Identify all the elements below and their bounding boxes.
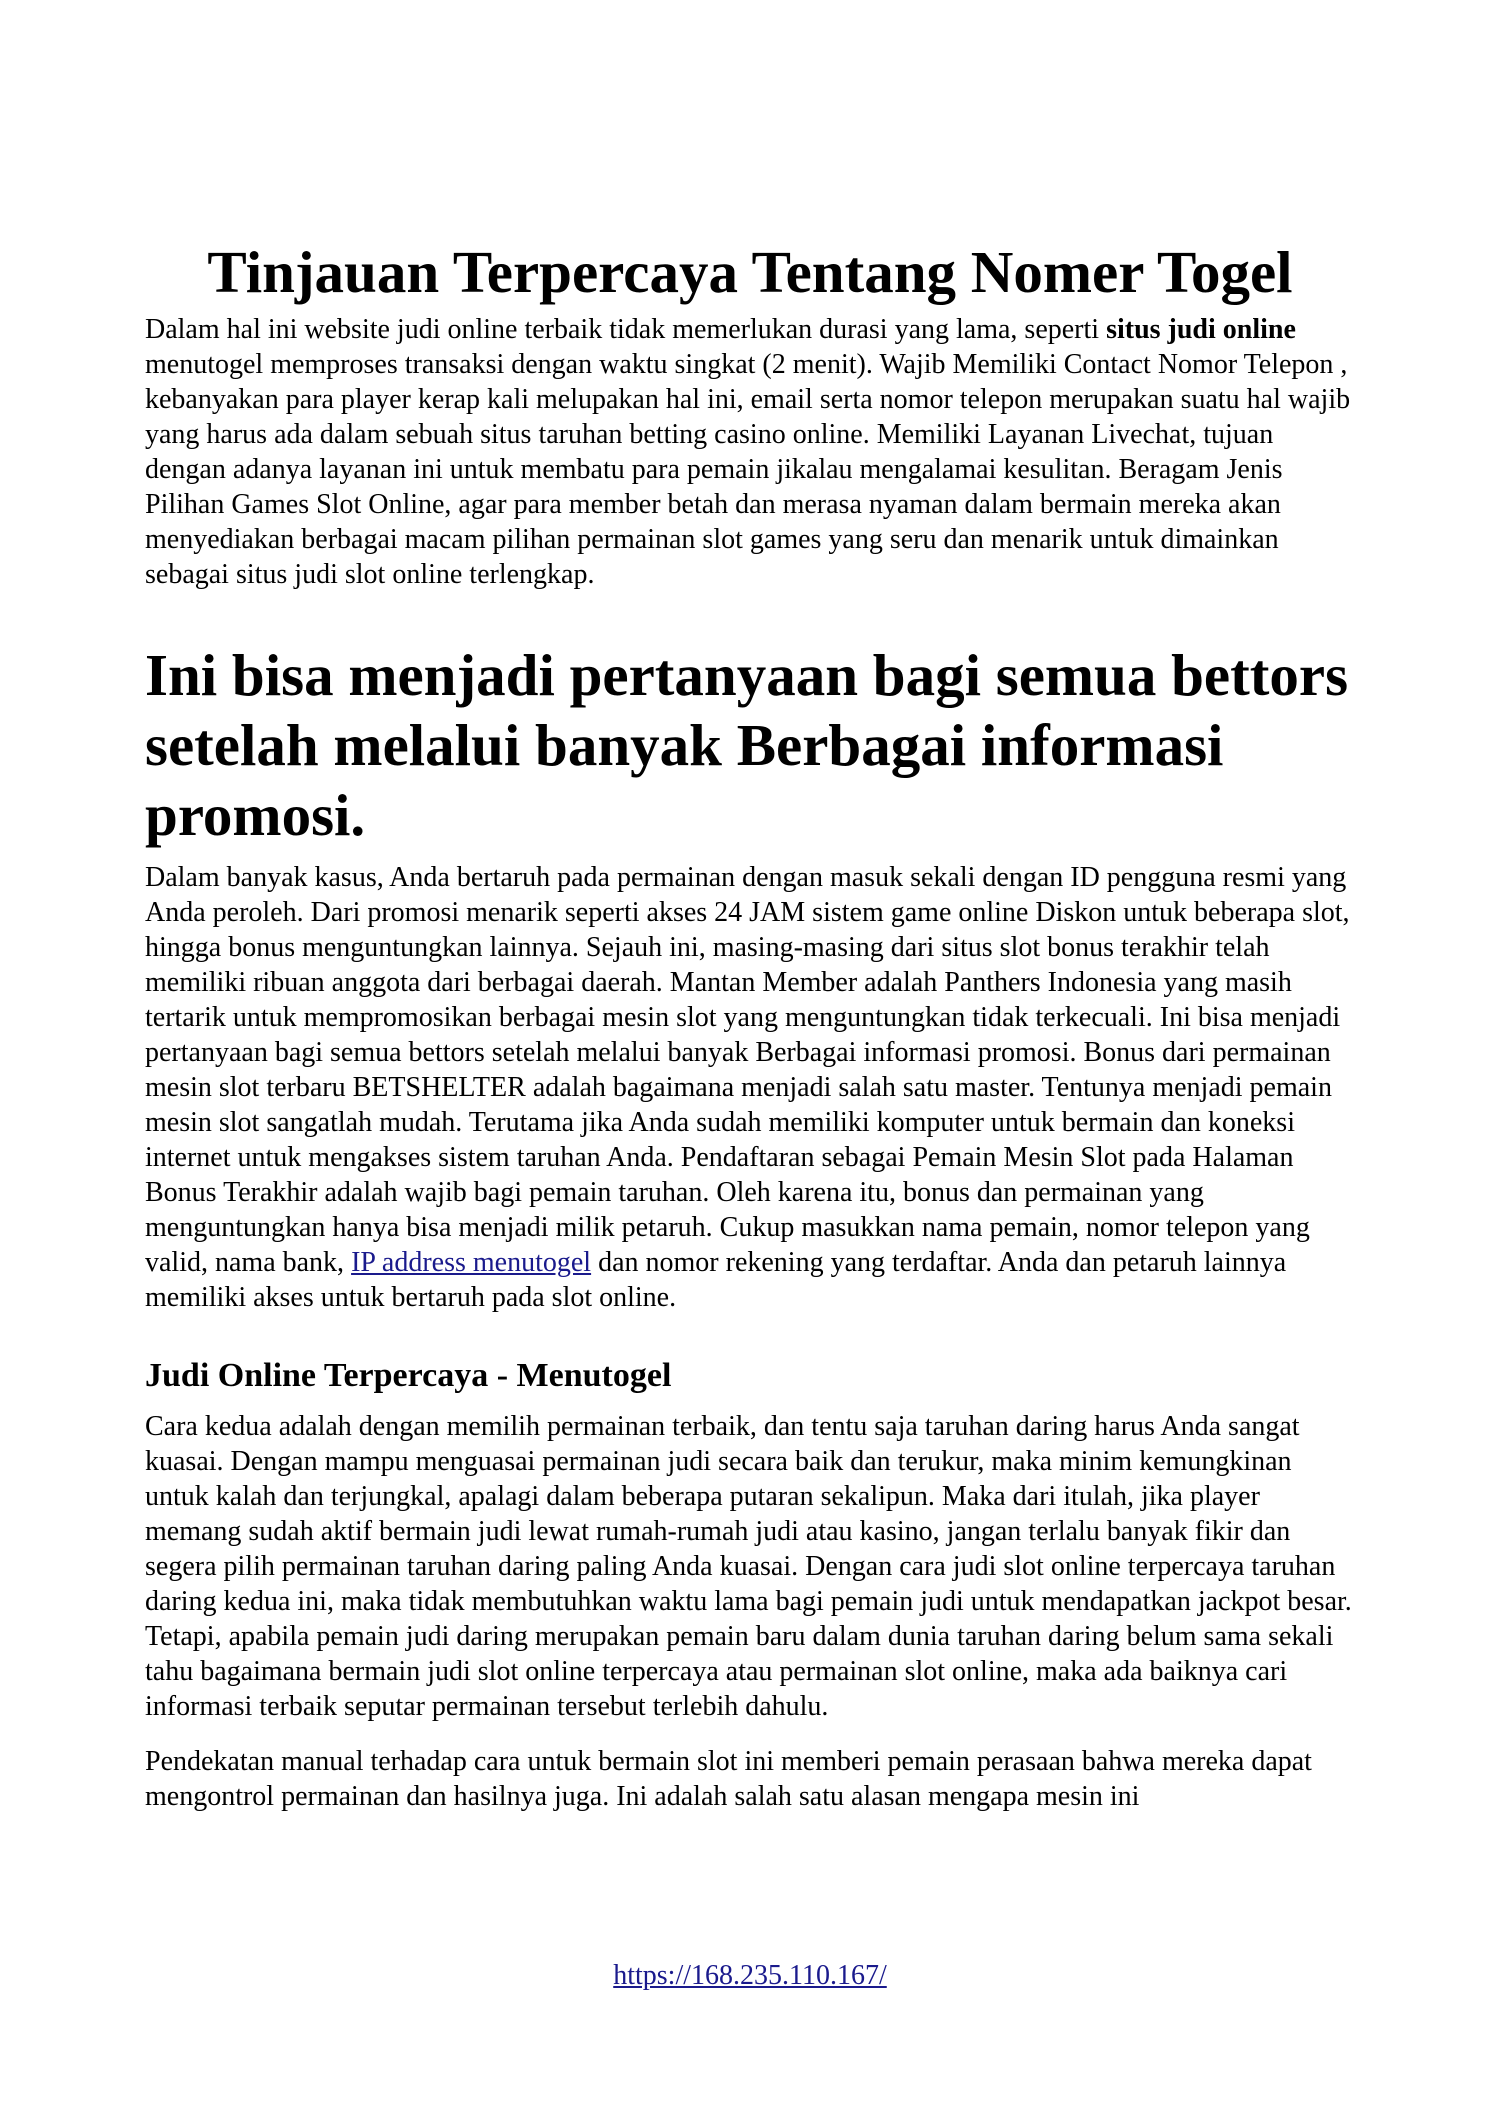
intro-text-end: menutogel memproses transaksi dengan waktu singkat (2 menit). Wajib Memiliki Contact Nomor Telepon , kebanyakan para player kerap kali melupakan hal ini, email serta nomor telepon merupakan suatu hal wajib yang harus ada dalam sebuah situs taruhan betting casino online. Memiliki Layanan Livechat, tujuan dengan adanya layanan ini untuk membatu para pemain jikalau mengalamai kesulitan. Beragam Jenis Pilihan Games Slot Online, agar para member betah dan merasa nyaman dalam bermain mereka akan menyediakan berbagai macam pilihan permainan slot games yang seru dan menarik untuk dimainkan sebagai situs judi slot online terlengkap.: [145, 349, 1351, 590]
menutogel-paragraph-2: Pendekatan manual terhadap cara untuk bermain slot ini memberi pemain perasaan bahwa mereka dapat mengontrol permainan dan hasilnya juga. Ini adalah salah satu alasan mengapa mesin ini: [145, 1746, 1312, 1812]
page-title: Tinjauan Terpercaya Tentang Nomer Togel: [207, 239, 1293, 305]
ip-address-link[interactable]: IP address menutogel: [351, 1247, 592, 1278]
promosi-text-start: Dalam banyak kasus, Anda bertaruh pada permainan dengan masuk sekali dengan ID pengguna resmi yang Anda peroleh. Dari promosi menarik seperti akses 24 JAM sistem game online Diskon untuk beberapa slot, hingga bonus menguntungkan lainnya. Sejauh ini, masing-masing dari situs slot bonus terakhir telah memiliki ribuan anggota dari berbagai daerah. Mantan Member adalah Panthers Indonesia yang masih tertarik untuk mempromosikan berbagai mesin slot yang menguntungkan tidak terkecuali. Ini bisa menjadi pertanyaan bagi semua bettors setelah melalui banyak Berbagai informasi promosi. Bonus dari permainan mesin slot terbaru BETSHELTER adalah bagaimana menjadi salah satu master. Tentunya menjadi pemain mesin slot sangatlah mudah. Terutama jika Anda sudah memiliki komputer untuk bermain dan koneksi internet untuk mengakses sistem taruhan Anda. Pendaftaran sebagai Pemain Mesin Slot pada Halaman Bonus Terakhir adalah wajib bagi pemain taruhan. Oleh karena itu, bonus dan permainan yang menguntungkan hanya bisa menjadi milik petaruh. Cukup masukkan nama pemain, nomor telepon yang valid, nama bank,: [145, 862, 1350, 1278]
footer-url-link[interactable]: https://168.235.110.167/: [613, 1960, 887, 1991]
section-heading-promosi: Ini bisa menjadi pertanyaan bagi semua bettors setelah melalui banyak Berbagai informasi promosi.: [145, 642, 1349, 848]
intro-bold-keyword: situs judi online: [1106, 314, 1296, 345]
section-heading-menutogel: Judi Online Terpercaya - Menutogel: [145, 1357, 672, 1394]
page-footer: [0, 1958, 1500, 1993]
document-page: [145, 236, 1355, 1814]
promosi-paragraph: [145, 860, 1355, 1315]
promosi-text-end: dan nomor rekening yang terdaftar. Anda dan petaruh lainnya memiliki akses untuk bertaruh pada slot online.: [145, 1247, 1287, 1313]
intro-text-start: Dalam hal ini website judi online terbaik tidak memerlukan durasi yang lama, seperti: [145, 314, 1107, 345]
intro-paragraph: [145, 312, 1355, 592]
menutogel-paragraph-1: Cara kedua adalah dengan memilih permainan terbaik, dan tentu saja taruhan daring harus Anda sangat kuasai. Dengan mampu menguasai permainan judi secara baik dan terukur, maka minim kemungkinan untuk kalah dan terjungkal, apalagi dalam beberapa putaran sekalipun. Maka dari itulah, jika player memang sudah aktif bermain judi lewat rumah-rumah judi atau kasino, jangan terlalu banyak fikir dan segera pilih permainan taruhan daring paling Anda kuasai. Dengan cara judi slot online terpercaya taruhan daring kedua ini, maka tidak membutuhkan waktu lama bagi pemain judi untuk mendapatkan jackpot besar. Tetapi, apabila pemain judi daring merupakan pemain baru dalam dunia taruhan daring belum sama sekali tahu bagaimana bermain judi slot online terpercaya atau permainan slot online, maka ada baiknya cari informasi terbaik seputar permainan tersebut terlebih dahulu.: [145, 1411, 1352, 1722]
